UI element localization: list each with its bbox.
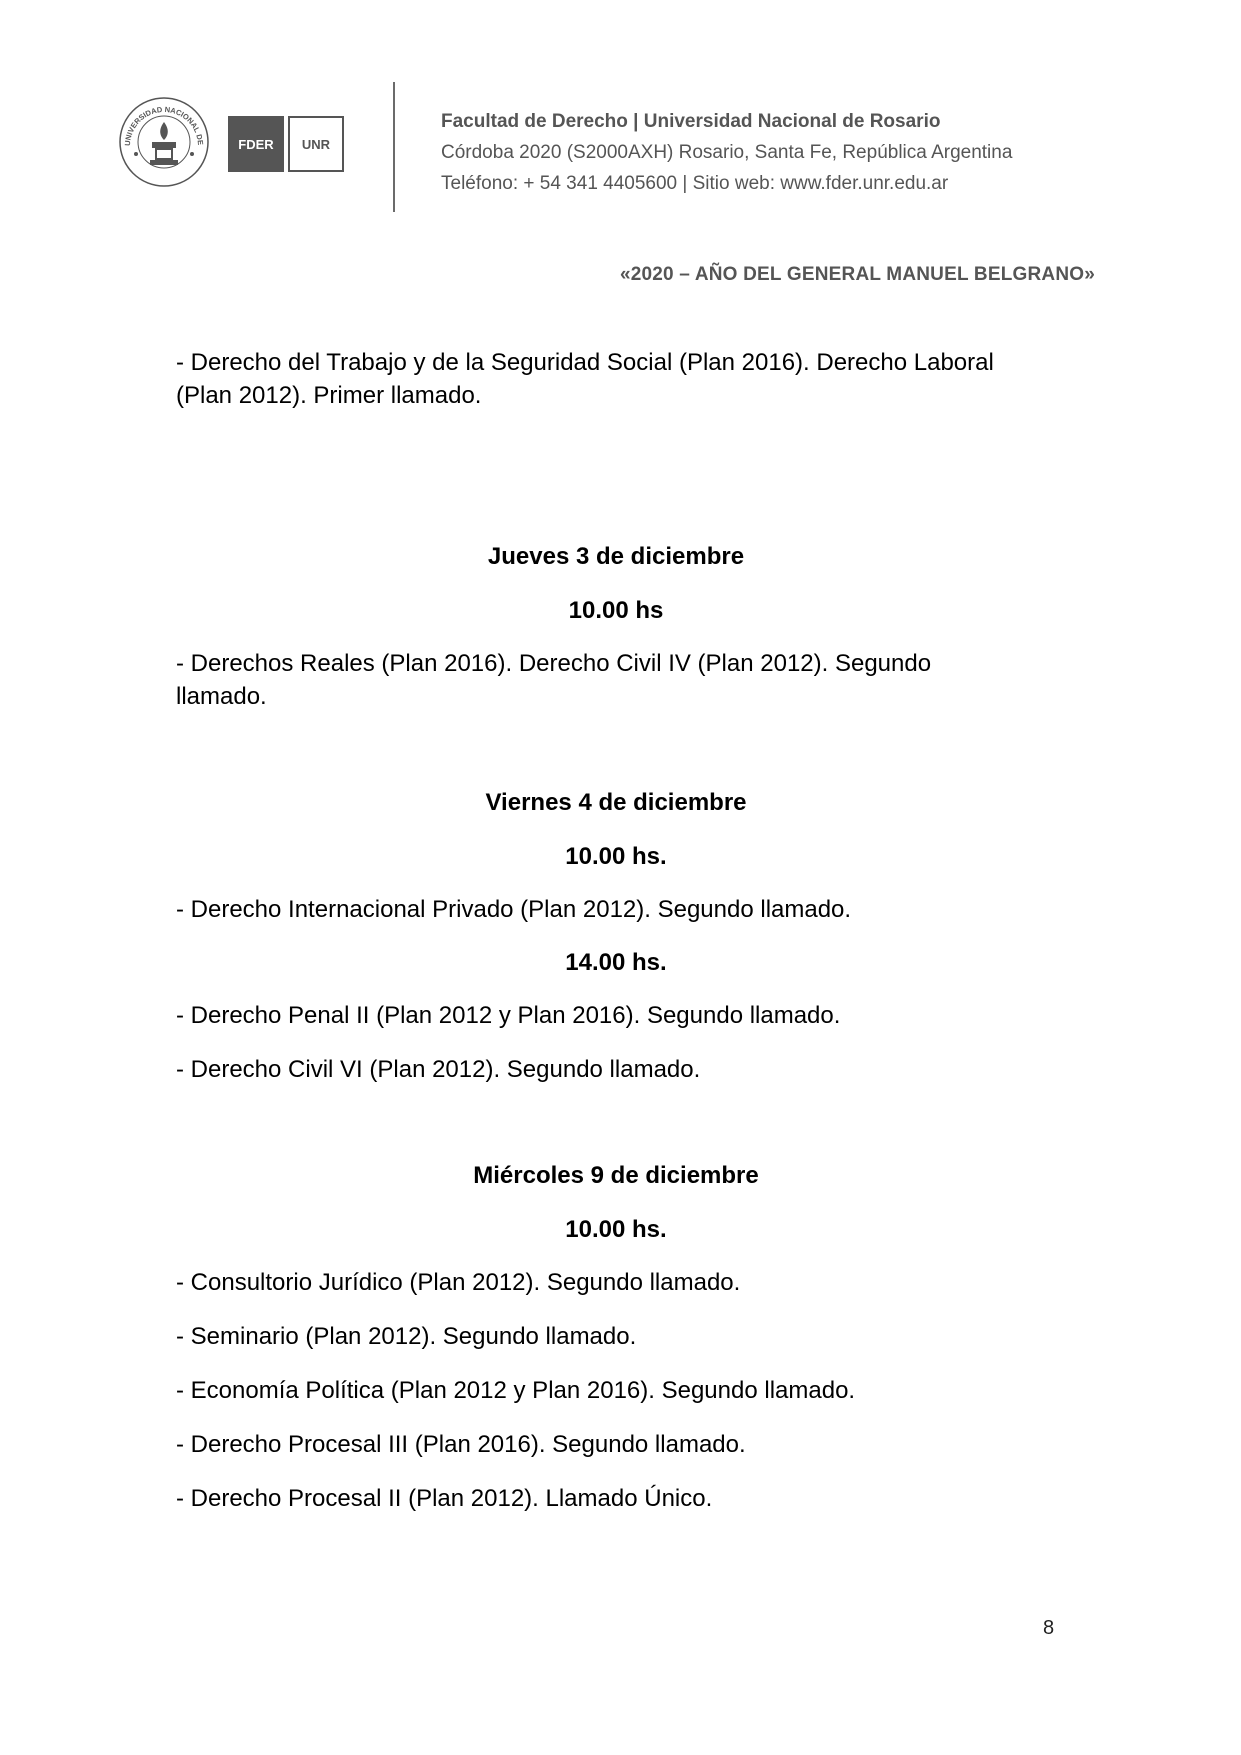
intro-line-1: - Derecho del Trabajo y de la Seguridad Social (Plan 2016). Derecho Laboral [176, 349, 994, 376]
list-item: - Derecho Procesal III (Plan 2016). Segundo llamado. [176, 1431, 746, 1458]
fder-logo: FDER [228, 116, 284, 172]
intro-line-2: (Plan 2012). Primer llamado. [176, 382, 482, 409]
list-item: - Consultorio Jurídico (Plan 2012). Segundo llamado. [176, 1269, 741, 1296]
item-line-1: - Derechos Reales (Plan 2016). Derecho Civil IV (Plan 2012). Segundo [176, 650, 932, 677]
time-heading: 14.00 hs. [565, 949, 667, 976]
list-item: - Economía Política (Plan 2012 y Plan 2016). Segundo llamado. [176, 1377, 856, 1404]
seal-text: UNIVERSIDAD NACIONAL DE [122, 104, 206, 147]
item-line-2: llamado. [176, 683, 267, 710]
svg-text:UNIVERSIDAD NACIONAL DE ROSARI [118, 96, 205, 146]
list-item [176, 647, 1056, 713]
list-item: - Seminario (Plan 2012). Segundo llamado. [176, 1323, 637, 1350]
institution-name: Facultad de Derecho | Universidad Nacional de Rosario [441, 111, 941, 132]
time-heading: 10.00 hs [568, 597, 664, 624]
year-motto: «2020 – AÑO DEL GENERAL MANUEL BELGRANO» [619, 264, 1095, 285]
day-heading-jueves: Jueves 3 de diciembre [487, 543, 745, 570]
list-item: - Derecho Procesal II (Plan 2012). Llamado Único. [176, 1485, 713, 1512]
list-item: - Derecho Civil VI (Plan 2012). Segundo llamado. [176, 1056, 701, 1083]
institution-address: Córdoba 2020 (S2000AXH) Rosario, Santa Fe, República Argentina [441, 142, 1013, 163]
header-divider [393, 82, 395, 212]
institution-block [441, 106, 1012, 199]
time-heading: 10.00 hs. [565, 1216, 667, 1243]
list-item: - Derecho Penal II (Plan 2012 y Plan 2016). Segundo llamado. [176, 1002, 841, 1029]
list-item: - Derecho Internacional Privado (Plan 2012). Segundo llamado. [176, 896, 852, 923]
day-heading-viernes: Viernes 4 de diciembre [485, 789, 747, 816]
unr-logo: UNR [288, 116, 344, 172]
page-number: 8 [1043, 1617, 1055, 1639]
day-heading-miercoles: Miércoles 9 de diciembre [473, 1162, 759, 1189]
institution-contact: Teléfono: + 54 341 4405600 | Sitio web: www.fder.unr.edu.ar [441, 173, 949, 194]
university-seal-icon [118, 96, 210, 188]
intro-paragraph [176, 346, 1056, 412]
time-heading: 10.00 hs. [565, 843, 667, 870]
